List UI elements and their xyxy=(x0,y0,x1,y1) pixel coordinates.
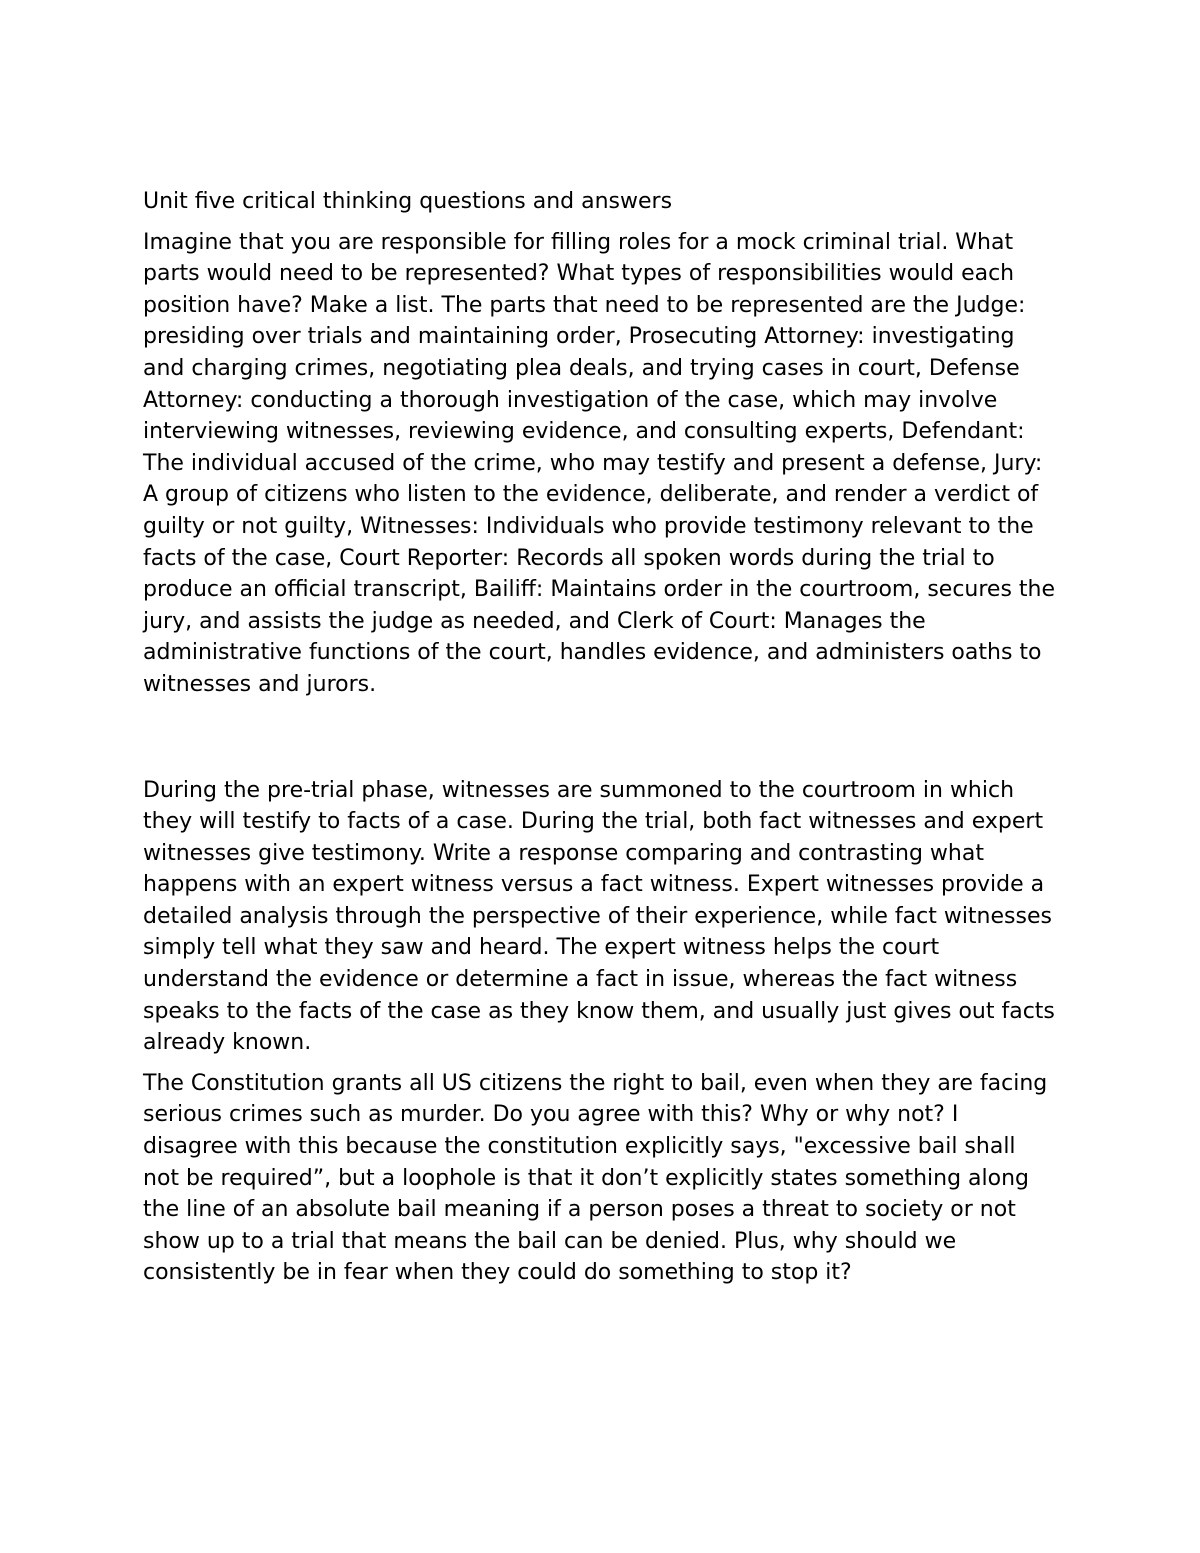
paragraph-expert-vs-fact-witness: During the pre-trial phase, witnesses are summoned to the courtroom in which they will testify to facts of a case. During the trial, both fact witnesses and expert witnesses give testimony. Write a response comparing and contrasting what happens with an expert witness versus a fact witness. Expert witnesses provide a detailed analysis through the perspective of their experience, while fact witnesses simply tell what they saw and heard. The expert witness helps the court understand the evidence or determine a fact in issue, whereas the fact witness speaks to the facts of the case as they know them, and usually just gives out facts already known. xyxy=(143,777,1055,1056)
paragraph-right-to-bail: The Constitution grants all US citizens the right to bail, even when they are facing serious crimes such as murder. Do you agree with this? Why or why not? I disagree with this because the constitution explicitly says, "excessive bail shall not be required”, but a loophole is that it don’t explicitly states something along the line of an absolute bail meaning if a person poses a threat to society or not show up to a trial that means the bail can be denied. Plus, why should we consistently be in fear when they could do something to stop it? xyxy=(143,1070,1048,1286)
paragraph-mock-trial-roles: Imagine that you are responsible for filling roles for a mock criminal trial. What parts would need to be represented? What types of responsibilities would each position have? Make a list. The parts that need to be represented are the Judge: presiding over trials and maintaining order, Prosecuting Attorney: investigating and charging crimes, negotiating plea deals, and trying cases in court, Defense Attorney: conducting a thorough investigation of the case, which may involve interviewing witnesses, reviewing evidence, and consulting experts, Defendant: The individual accused of the crime, who may testify and present a defense, Jury: A group of citizens who listen to the evidence, deliberate, and render a verdict of guilty or not guilty, Witnesses: Individuals who provide testimony relevant to the facts of the case, Court Reporter: Records all spoken words during the trial to produce an official transcript, Bailiff: Maintains order in the courtroom, secures the jury, and assists the judge as needed, and Clerk of Court: Manages the administrative functions of the court, handles evidence, and administers oaths to witnesses and jurors. xyxy=(143,229,1056,697)
document-title: Unit five critical thinking questions and answers xyxy=(143,189,673,214)
document-body xyxy=(143,186,1058,1289)
